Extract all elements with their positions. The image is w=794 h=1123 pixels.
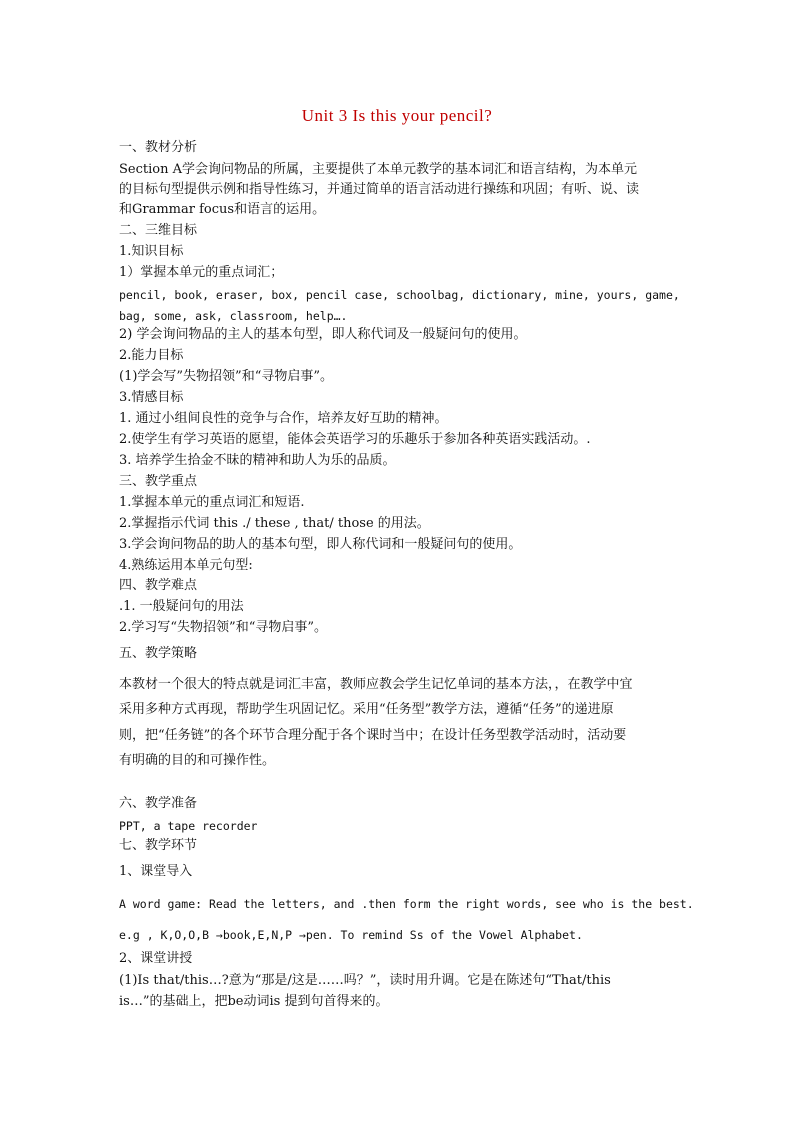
body-text: 的目标句型提供示例和指导性练习，并通过简单的语言活动进行操练和巩固；有听、说、读 (119, 182, 640, 197)
body-text: 和Grammar focus和语言的运用。 (119, 202, 326, 217)
section-heading: 四、教学难点 (119, 578, 198, 593)
vocab-list: pencil, book, eraser, box, pencil case, schoolbag, dictionary, mine, yours, game, (119, 288, 680, 302)
vocab-list: bag, some, ask, classroom, help…. (119, 309, 348, 323)
body-text: 本教材一个很大的特点就是词汇丰富，教师应教会学生记忆单词的基本方法，，在教学中宜 (119, 677, 633, 692)
body-text: 2.掌握指示代词 this ./ these , that/ those 的用法。 (119, 516, 430, 531)
body-text: 1.掌握本单元的重点词汇和短语. (119, 495, 305, 510)
sub-heading: 1.知识目标 (119, 244, 184, 259)
document-title: Unit 3 Is this your pencil? (301, 106, 493, 125)
section-heading: 三、教学重点 (119, 474, 198, 489)
body-text: A word game: Read the letters, and .then form the right words, see who is the best. (119, 897, 694, 911)
body-text: PPT, a tape recorder (119, 819, 258, 833)
body-text: 3. 培养学生拾金不昧的精神和助人为乐的品质。 (119, 453, 396, 468)
body-text: 有明确的目的和可操作性。 (119, 753, 276, 768)
sub-heading: 2.能力目标 (119, 348, 184, 363)
body-text: 2.使学生有学习英语的愿望，能体会英语学习的乐趣乐于参加各种英语实践活动。. (119, 432, 591, 447)
body-text: 2.学习写“失物招领”和“寻物启事”。 (119, 620, 327, 635)
section-heading: 一、教材分析 (119, 140, 198, 155)
body-text: is…”的基础上，把be动词is 提到句首得来的。 (119, 994, 389, 1009)
body-text: Section A学会询问物品的所属，主要提供了本单元教学的基本词汇和语言结构，为本单元 (119, 162, 637, 177)
section-heading: 二、三维目标 (119, 223, 198, 238)
body-text: 则，把“任务链”的各个环节合理分配于各个课时当中；在设计任务型教学活动时，活动要 (119, 728, 627, 743)
body-text: 采用多种方式再现，帮助学生巩固记忆。采用“任务型”教学方法，遵循“任务”的递进原 (119, 702, 614, 717)
sub-heading: 2、课堂讲授 (119, 951, 193, 966)
body-text: 1）掌握本单元的重点词汇； (119, 265, 284, 280)
body-text: (1)Is that/this…?意为“那是/这是……吗？”，读时用升调。它是在陈述句“That/this (119, 973, 611, 988)
body-text: 4.熟练运用本单元句型: (119, 558, 253, 573)
body-text: e.g , K,O,O,B →book,E,N,P →pen. To remind Ss of the Vowel Alphabet. (119, 928, 583, 942)
section-heading: 六、教学准备 (119, 796, 198, 811)
body-text: (1)学会写”失物招领”和“寻物启事”。 (119, 369, 333, 384)
body-text: 3.学会询问物品的助人的基本句型，即人称代词和一般疑问句的使用。 (119, 537, 522, 552)
sub-heading: 3.情感目标 (119, 390, 184, 405)
section-heading: 七、教学环节 (119, 838, 198, 853)
body-text: 2) 学会询问物品的主人的基本句型，即人称代词及一般疑问句的使用。 (119, 327, 527, 342)
body-text: .1. 一般疑问句的用法 (119, 599, 244, 614)
sub-heading: 1、课堂导入 (119, 864, 193, 879)
section-heading: 五、教学策略 (119, 646, 198, 661)
body-text: 1. 通过小组间良性的竞争与合作，培养友好互助的精神。 (119, 411, 448, 426)
